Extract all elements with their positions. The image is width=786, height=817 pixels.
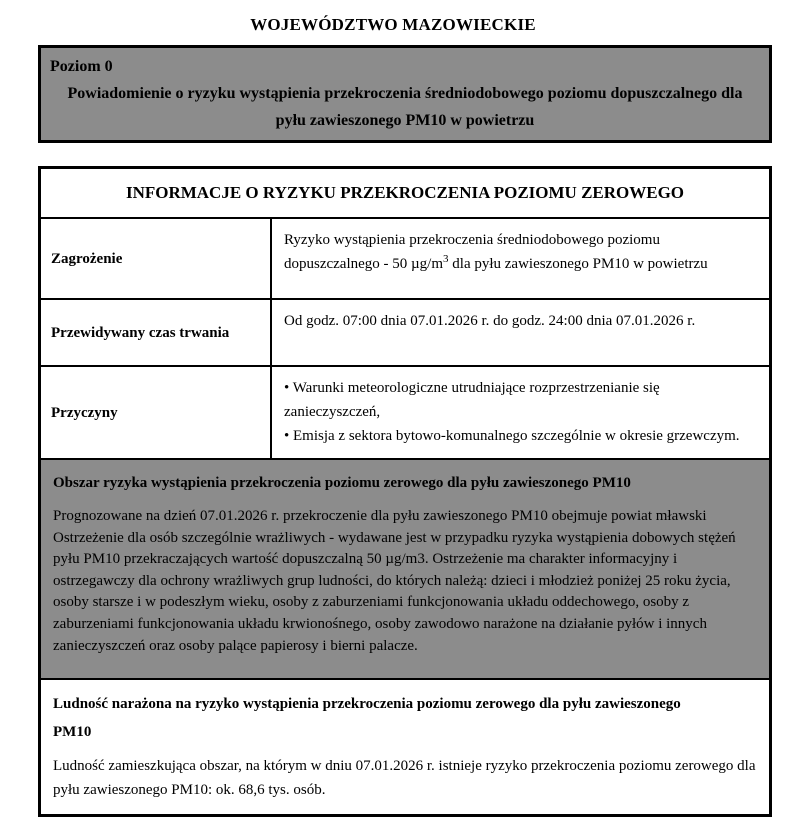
zagrozenie-superscript: 3 <box>443 253 449 265</box>
level-notification-text: Powiadomienie o ryzyku wystąpienia przekroczenia średniodobowego poziomu dopuszczalnego dla pyłu zawieszonego PM10 w powietrzu <box>67 85 743 129</box>
row-value-zagrozenie <box>272 219 769 298</box>
zagrozenie-text-before-sup: Ryzyko wystąpienia przekroczenia średniodobowego poziomu dopuszczalnego - 50 µg/m <box>284 232 660 272</box>
risk-area-section <box>41 460 769 680</box>
row-value-czas-trwania: Od godz. 07:00 dnia 07.01.2026 r. do godz. 24:00 dnia 07.01.2026 r. <box>284 313 696 329</box>
row-label-przyczyny: Przyczyny <box>41 367 272 458</box>
level-notification-box <box>38 45 772 143</box>
population-heading: Ludność narażona na ryzyko wystąpienia przekroczenia poziomu zerowego dla pyłu zawieszonego PM10 <box>53 696 681 740</box>
row-label-zagrozenie: Zagrożenie <box>41 219 272 298</box>
page-title: WOJEWÓDZTWO MAZOWIECKIE <box>250 15 536 34</box>
table-row-czas-trwania <box>41 300 769 367</box>
table-row-przyczyny <box>41 367 769 460</box>
przyczyny-bullet-1: • Warunki meteorologiczne utrudniające rozprzestrzenianie się zanieczyszczeń, <box>284 380 660 420</box>
row-label-czas-trwania: Przewidywany czas trwania <box>41 300 272 365</box>
risk-info-table <box>38 166 772 817</box>
population-body: Ludność zamieszkująca obszar, na którym w dniu 07.01.2026 r. istnieje ryzyko przekroczenia poziomu zerowego dla pyłu zawieszonego PM10: ok. 68,6 tys. osób. <box>53 758 756 798</box>
risk-area-heading: Obszar ryzyka wystąpienia przekroczenia poziomu zerowego dla pyłu zawieszonego PM10 <box>53 475 631 491</box>
przyczyny-bullet-2: • Emisja z sektora bytowo-komunalnego szczególnie w okresie grzewczym. <box>284 428 740 444</box>
level-label: Poziom 0 <box>50 58 113 75</box>
population-section <box>41 680 769 814</box>
zagrozenie-text-after-sup: dla pyłu zawieszonego PM10 w powietrzu <box>448 256 708 272</box>
table-row-zagrozenie <box>41 219 769 300</box>
risk-info-table-header: INFORMACJE O RYZYKU PRZEKROCZENIA POZIOMU ZEROWEGO <box>41 169 769 219</box>
risk-area-body: Prognozowane na dzień 07.01.2026 r. przekroczenie dla pyłu zawieszonego PM10 obejmuje powiat mławski Ostrzeżenie dla osób szczególnie wrażliwych - wydawane jest w przypadku ryzyka wystąpienia dobowych stężeń pyłu PM10 przekraczających wartość dopuszczalną 50 µg/m3. Ostrzeżenie ma charakter informacyjny i ostrzegawczy dla ochrony wrażliwych grup ludności, do których należą: dzieci i młodzież poniżej 25 roku życia, osoby starsze i w podeszłym wieku, osoby z zaburzeniami funkcjonowania układu oddechowego, osoby z zaburzeniami funkcjonowania układu krwionośnego, osoby zawodowo narażone na działanie pyłów i innych zanieczyszczeń oraz osoby palące papierosy i bierni palacze. <box>53 508 736 654</box>
row-value-przyczyny <box>272 367 769 458</box>
